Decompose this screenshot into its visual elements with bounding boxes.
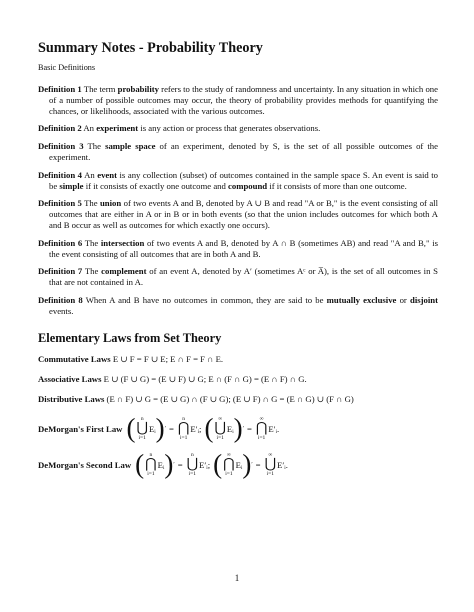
period: . — [277, 423, 280, 434]
law-formula: E ∪ F = F ∪ E; E ∩ F = F ∩ E. — [112, 353, 224, 364]
definition-text: An — [83, 123, 97, 134]
law-formula: (E ∩ F) ∪ G = (E ∪ G) ∩ (F ∪ G); (E ∪ F) ∩ G = (E ∩ G) ∪ (F ∩ G) — [106, 393, 354, 404]
law-formula: E ∪ (F ∪ G) = (E ∪ F) ∪ G; E ∩ (F ∩ G) = (E ∩ F) ∩ G. — [103, 373, 307, 384]
definition-4 — [38, 170, 438, 192]
union-operator: ∞ ⋃ i=1 — [214, 416, 226, 442]
left-paren: ( — [126, 413, 136, 444]
definition-5 — [38, 198, 438, 230]
operand: Eᵢ — [235, 459, 243, 470]
operand: Eᵢ — [226, 423, 234, 434]
definition-text: An — [84, 169, 98, 180]
union-operator: n ⋃ i=1 — [186, 452, 199, 478]
definition-7 — [38, 266, 438, 288]
commutative-laws — [38, 354, 438, 365]
right-paren: ) — [155, 413, 165, 444]
demorgan-second-law — [38, 450, 438, 480]
separator: ; — [199, 423, 202, 434]
union-operator: n ⋃ i=1 — [136, 416, 148, 442]
right-paren: ) — [242, 449, 252, 480]
definition-term: probability — [117, 84, 159, 94]
definition-label: Definition 5 — [38, 198, 82, 209]
left-paren: ( — [135, 449, 145, 480]
operand: E′ᵢ — [268, 423, 277, 434]
equals-sign: = — [246, 423, 252, 434]
definition-6 — [38, 238, 438, 260]
definition-label: Definition 8 — [38, 294, 83, 305]
intersect-operator: n ⋂ i=1 — [145, 452, 157, 478]
prime-mark: ′ — [173, 461, 175, 468]
definition-8 — [38, 295, 438, 317]
definition-label: Definition 6 — [38, 237, 83, 248]
operand: Eᵢ — [157, 459, 165, 470]
section-subtitle: Basic Definitions — [38, 63, 96, 72]
intersect-operator: ∞ ⋂ i=1 — [223, 452, 235, 478]
definition-label: Definition 4 — [38, 169, 83, 180]
equals-sign: = — [177, 459, 183, 470]
definition-text: The — [84, 237, 101, 248]
intersect-operator: ∞ ⋂ i=1 — [255, 416, 268, 442]
definition-text: When A and B have no outcomes in common, they are said to be — [85, 294, 327, 305]
definition-term: sample space — [105, 141, 156, 152]
law-name: DeMorgan's Second Law — [38, 459, 132, 470]
law-name: DeMorgan's First Law — [38, 423, 123, 434]
definition-label: Definition 3 — [38, 141, 84, 152]
definition-text: The term — [83, 84, 118, 94]
distributive-laws — [38, 394, 438, 405]
prime-mark: ′ — [242, 425, 244, 432]
separator: ; — [207, 459, 211, 470]
operand: E′ᵢ — [190, 423, 200, 434]
definition-text: if it consists of exactly one outcome and — [83, 180, 229, 191]
definition-text: of two events A and B, denoted by A ∩ B (sometimes AB) and read "A and B," is the event consisting of all outcomes that are in both A and B. — [49, 237, 438, 259]
definition-term: event — [97, 169, 117, 180]
period: . — [285, 459, 288, 470]
definition-term: union — [99, 198, 122, 209]
union-operator: ∞ ⋃ i=1 — [264, 452, 277, 478]
definition-term: compound — [228, 180, 268, 191]
right-paren: ) — [164, 449, 174, 480]
law-name: Distributive Laws — [38, 393, 105, 404]
right-paren: ) — [233, 413, 243, 444]
definition-text: is any collection (subset) of outcomes contained in the sample space S. An event is said to be — [49, 169, 438, 191]
equals-sign: = — [255, 459, 261, 470]
definition-text: The — [84, 198, 100, 209]
demorgan-first-law — [38, 414, 438, 444]
associative-laws — [38, 374, 438, 385]
page-content — [38, 40, 438, 486]
definition-text: of an event A, denoted by A′ (sometimes Aᶜ or A̅), is the set of all outcomes in S that are not contained in A. — [49, 266, 438, 288]
definition-text: The — [87, 141, 106, 152]
definition-term: experiment — [96, 123, 139, 134]
operand: Eᵢ — [148, 423, 156, 434]
operand: E′ᵢ — [199, 459, 208, 470]
prime-mark: ′ — [251, 461, 253, 468]
operand: E′ᵢ — [277, 459, 286, 470]
definition-text: The — [84, 266, 102, 277]
definition-text: events. — [49, 305, 74, 316]
definition-label: Definition 7 — [38, 266, 83, 277]
laws-section-title: Elementary Laws from Set Theory — [38, 330, 222, 345]
definition-term: simple — [59, 180, 84, 191]
definition-term: mutually exclusive — [326, 294, 397, 305]
left-paren: ( — [204, 413, 214, 444]
definition-term: complement — [101, 266, 147, 277]
definition-term: disjoint — [410, 294, 439, 305]
left-paren: ( — [213, 449, 223, 480]
definition-label: Definition 1 — [38, 84, 82, 94]
definition-text: is any action or process that generates observations. — [138, 123, 321, 134]
definition-2 — [38, 123, 438, 134]
prime-mark: ′ — [164, 425, 166, 432]
intersect-operator: n ⋂ i=1 — [177, 416, 190, 442]
definition-text: refers to the study of randomness and uncertainty. In any situation in which one of a number of possible outcomes may occur, the theory of probability provides methods for quantifying the chances, or likelihoods, associated with the various outcomes. — [49, 84, 438, 116]
definition-text: if it consists of more than one outcome. — [267, 180, 407, 191]
definition-term: intersection — [100, 237, 145, 248]
law-name: Associative Laws — [38, 373, 102, 384]
definition-text: or — [396, 294, 410, 305]
page-number: 1 — [234, 573, 240, 583]
definition-3 — [38, 141, 438, 163]
definition-text: of two events A and B, denoted by A ∪ B and read "A or B," is the event consisting of all outcomes that are either in A or in B or in both events (so that the union includes outcomes for which both A and B occur as well as outcomes for which exactly one occurs). — [49, 198, 438, 230]
definition-label: Definition 2 — [38, 123, 82, 134]
definition-text: of an experiment, denoted by S, is the set of all possible outcomes of the experiment. — [49, 141, 438, 162]
equals-sign: = — [168, 423, 174, 434]
law-name: Commutative Laws — [38, 353, 111, 364]
page-title: Summary Notes - Probability Theory — [38, 40, 263, 56]
definition-1 — [38, 84, 438, 116]
